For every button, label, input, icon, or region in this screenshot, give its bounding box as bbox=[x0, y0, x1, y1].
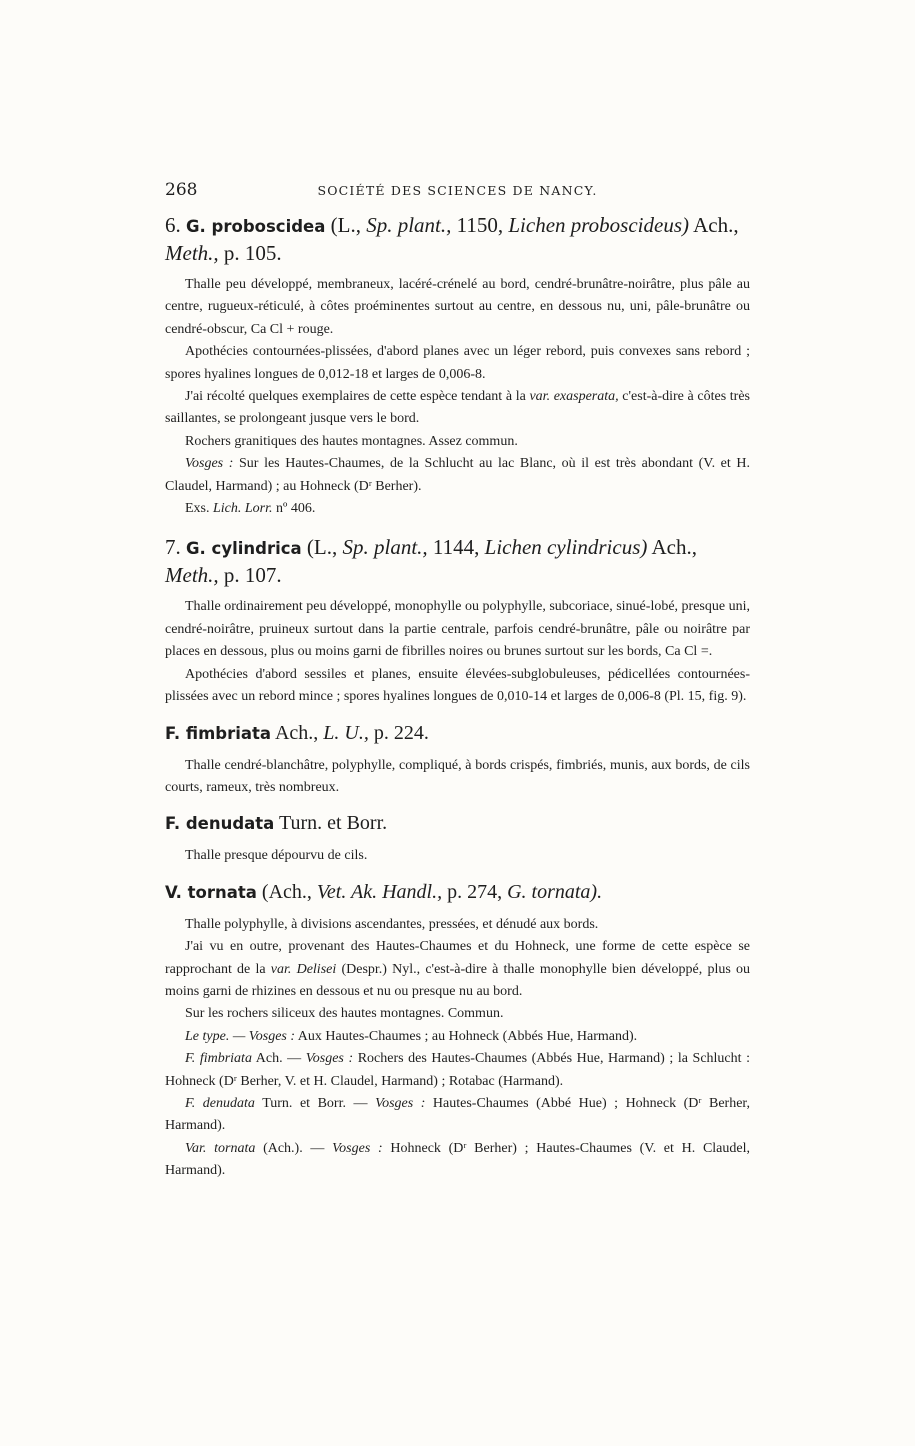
paragraph: Rochers granitiques des hautes montagnes. Assez commun. bbox=[185, 433, 518, 449]
paragraph: Thalle polyphylle, à divisions ascendantes, pressées, et dénudé aux bords. bbox=[185, 916, 599, 932]
running-title: SOCIÉTÉ DES SCIENCES DE NANCY. bbox=[317, 183, 598, 198]
paragraph: J'ai récolté quelques exemplaires de cette espèce tendant à la var. exasperata, c'est-à-dire à côtes très saillantes, se prolongeant jusque vers le bord. bbox=[165, 389, 751, 427]
variety-heading: V. tornata (Ach., Vet. Ak. Handl., p. 274, G. tornata). bbox=[165, 880, 603, 903]
paragraph: Thalle cendré-blanchâtre, polyphylle, compliqué, à bords crispés, fimbriés, munis, aux bords, de cils courts, rameux, très nombreux. bbox=[165, 757, 750, 795]
page-number: 268 bbox=[165, 180, 198, 200]
paragraph: Exs. Lich. Lorr. nº 406. bbox=[185, 501, 316, 517]
locality-paragraph: Le type. — Vosges : Aux Hautes-Chaumes ; au Hohneck (Abbés Hue, Harmand). bbox=[185, 1028, 638, 1044]
paragraph: Thalle peu développé, membraneux, lacéré-crénelé au bord, cendré-brunâtre-noirâtre, plus pâle au centre, rugueux-réticulé, à côtes proéminentes surtout au centre, en dessous nu, uni, pâle-brunâtre ou cendré-obscur, Ca Cl + rouge. bbox=[165, 277, 750, 337]
paragraph: Sur les rochers siliceux des hautes montagnes. Commun. bbox=[185, 1006, 504, 1022]
form-heading: F. denudata Turn. et Borr. bbox=[165, 812, 388, 835]
form-heading: F. fimbriata Ach., L. U., p. 224. bbox=[165, 721, 429, 744]
taxon-name: F. fimbriata bbox=[165, 723, 272, 743]
paragraph: Thalle ordinairement peu développé, monophylle ou polyphylle, subcoriace, sinué-lobé, presque uni, cendré-noirâtre, pruineux surtout dans la partie centrale, parfois cendré-brunâtre, pâle ou noirâtre par places en dessous, plus ou moins garni de fibrilles noires ou brunes surtout sur les bords, Ca Cl =. bbox=[165, 599, 750, 660]
species-heading: 6. G. proboscidea (L., Sp. plant., 1150, Lichen proboscideus) Ach., Meth., p. 105. bbox=[165, 213, 739, 265]
page-header bbox=[165, 180, 750, 202]
locality-paragraph: F. denudata Turn. et Borr. — Vosges : Hautes-Chaumes (Abbé Hue) ; Hohneck (Dʳ Berher, Harmand). bbox=[165, 1095, 751, 1134]
page-body bbox=[165, 212, 750, 1183]
taxon-name: V. tornata bbox=[165, 882, 257, 902]
locality-paragraph: F. fimbriata Ach. — Vosges : Rochers des Hautes-Chaumes (Abbés Hue, Harmand) ; la Schlucht : Hohneck (Dʳ Berher, V. et H. Claudel, Harmand) ; Rotabac (Harmand). bbox=[165, 1051, 751, 1089]
paragraph: Apothécies contournées-plissées, d'abord planes avec un léger rebord, puis convexes sans rebord ; spores hyalines longues de 0,012-18 et larges de 0,006-8. bbox=[165, 344, 750, 382]
locality-paragraph: Var. tornata (Ach.). — Vosges : Hohneck (Dʳ Berher) ; Hautes-Chaumes (V. et H. Claudel, Harmand). bbox=[165, 1140, 750, 1179]
taxon-name: F. denudata bbox=[165, 814, 275, 834]
paragraph: Thalle presque dépourvu de cils. bbox=[185, 848, 368, 864]
species-heading: 7. G. cylindrica (L., Sp. plant., 1144, Lichen cylindricus) Ach., Meth., p. 107. bbox=[165, 535, 697, 588]
taxon-name: G. proboscidea bbox=[186, 217, 326, 236]
paragraph: Apothécies d'abord sessiles et planes, ensuite élevées-subglobuleuses, pédicellées contournées-plissées avec un rebord mince ; spores hyalines longues de 0,010-14 et larges de 0,006-8 (Pl. 15, fig. 9). bbox=[165, 666, 750, 705]
paragraph: Vosges : Sur les Hautes-Chaumes, de la Schlucht au lac Blanc, où il est très abondant (V. et H. Claudel, Harmand) ; au Hohneck (Dʳ Berher). bbox=[165, 456, 751, 494]
paragraph: J'ai vu en outre, provenant des Hautes-Chaumes et du Hohneck, une forme de cette espèce se rapprochant de la var. Delisei (Despr.) Nyl., c'est-à-dire à thalle monophylle bien développé, plus ou moins garni de rhizines en dessous et nu ou presque nu au bord. bbox=[165, 939, 750, 999]
taxon-name: G. cylindrica bbox=[186, 539, 302, 559]
